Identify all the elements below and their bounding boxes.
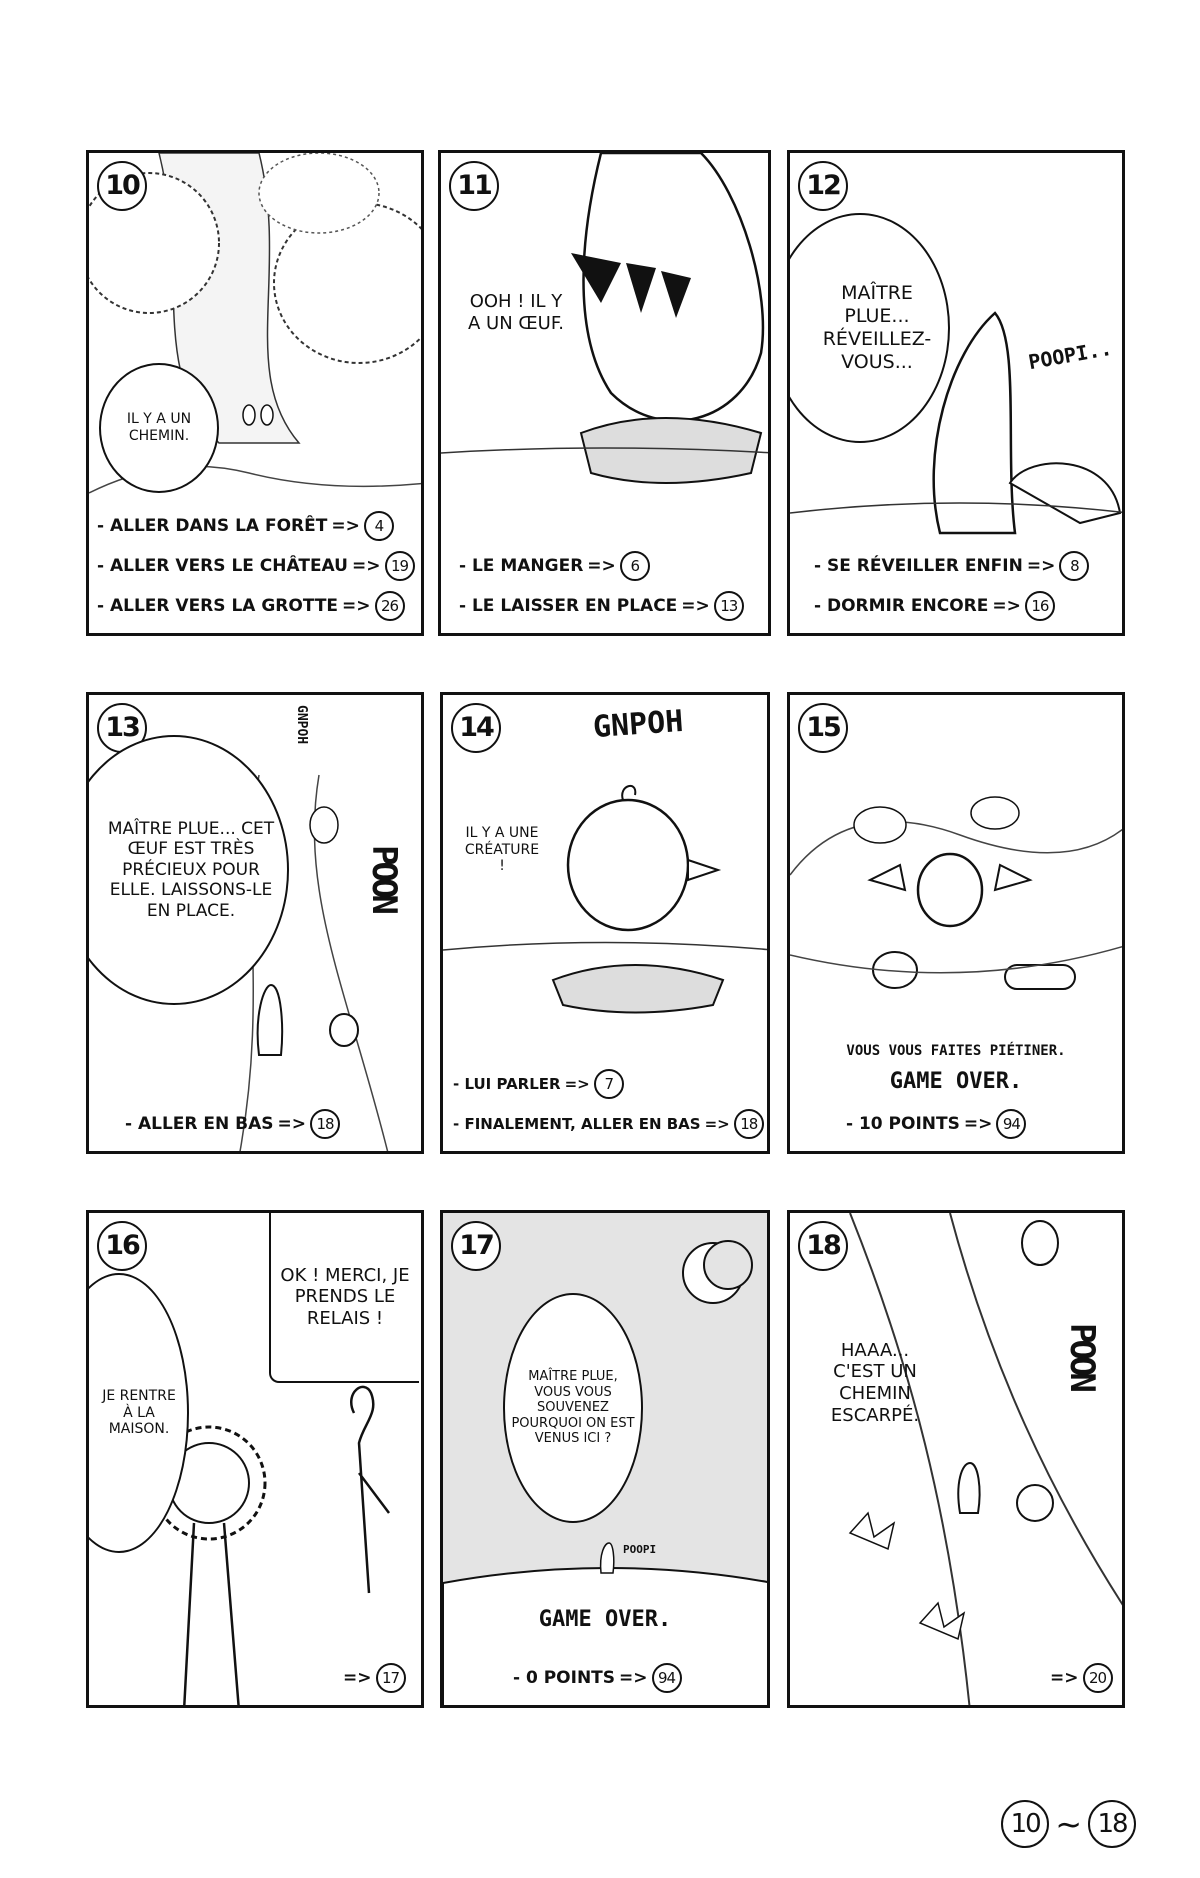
- choice-option[interactable]: [97, 551, 421, 581]
- target-number: 20: [1083, 1663, 1113, 1693]
- arrow-icon: =>: [681, 596, 710, 616]
- panel-14: [440, 692, 770, 1154]
- choice-option[interactable]: [459, 551, 768, 581]
- choice-option[interactable]: [339, 1663, 421, 1693]
- arrow-icon: =>: [587, 556, 616, 576]
- choice-list: [125, 1099, 421, 1139]
- panel-18: [787, 1210, 1125, 1708]
- target-number: 18: [310, 1109, 340, 1139]
- choice-label: - ALLER VERS LE CHÂTEAU: [97, 556, 348, 576]
- choice-label: - DORMIR ENCORE: [814, 596, 989, 616]
- target-number: 26: [375, 591, 405, 621]
- page-range-end: 18: [1088, 1800, 1136, 1848]
- choice-option[interactable]: [459, 591, 768, 621]
- game-over-text: GAME OVER.: [889, 1069, 1023, 1094]
- page-range: [1001, 1800, 1136, 1848]
- panel-13: [86, 692, 424, 1154]
- panel-12: [787, 150, 1125, 636]
- arrow-icon: =>: [331, 516, 360, 536]
- speech-bubble: JE RENTRE À LA MAISON.: [86, 1273, 189, 1553]
- choice-list: [814, 541, 1122, 621]
- choice-label: - LE LAISSER EN PLACE: [459, 596, 678, 616]
- choice-label: - ALLER EN BAS: [125, 1114, 274, 1134]
- panel-number: 14: [451, 703, 501, 753]
- arrow-icon: =>: [704, 1115, 730, 1133]
- target-number: 17: [376, 1663, 406, 1693]
- target-number: 7: [594, 1069, 624, 1099]
- speech-bubble: OK ! MERCI, JE PRENDS LE RELAIS !: [269, 1213, 419, 1383]
- target-number: 18: [734, 1109, 764, 1139]
- choice-list: [846, 1099, 1122, 1139]
- choice-option[interactable]: [97, 511, 421, 541]
- choice-option[interactable]: [125, 1109, 421, 1139]
- speech-bubble: IL Y A UNE CRÉATURE !: [464, 824, 540, 875]
- sfx-text: POON: [364, 845, 404, 911]
- arrow-icon: =>: [352, 556, 381, 576]
- panel-number: 17: [451, 1221, 501, 1271]
- panel-number: 11: [449, 161, 499, 211]
- choice-option[interactable]: [1046, 1663, 1122, 1693]
- panel-number: 18: [798, 1221, 848, 1271]
- choice-label: - 10 POINTS: [846, 1114, 960, 1134]
- choice-option[interactable]: [453, 1069, 767, 1099]
- arrow-icon: =>: [342, 596, 371, 616]
- arrow-icon: =>: [992, 596, 1021, 616]
- choice-list: [97, 501, 421, 621]
- panel-16: [86, 1210, 424, 1708]
- choice-option[interactable]: [513, 1663, 767, 1693]
- speech-bubble: HAAA... C'EST UN CHEMIN ESCARPÉ.: [830, 1339, 920, 1426]
- speech-bubble: MAÎTRE PLUE... RÉVEILLEZ-VOUS...: [787, 213, 950, 443]
- target-number: 13: [714, 591, 744, 621]
- choice-option[interactable]: [814, 591, 1122, 621]
- speech-bubble: IL Y A UN CHEMIN.: [99, 363, 219, 493]
- target-number: 4: [364, 511, 394, 541]
- sfx-text: GNPOH: [294, 705, 309, 745]
- target-number: 94: [996, 1109, 1026, 1139]
- game-over-text: GAME OVER.: [538, 1607, 672, 1632]
- choice-list: [339, 1653, 421, 1693]
- choice-option[interactable]: [453, 1109, 767, 1139]
- choice-label: - FINALEMENT, ALLER EN BAS: [453, 1115, 701, 1133]
- caption-text: VOUS VOUS FAITES PIÉTINER.: [846, 1043, 1066, 1059]
- choice-label: - ALLER DANS LA FORÊT: [97, 516, 328, 536]
- panel-number: 15: [798, 703, 848, 753]
- page-range-separator: ~: [1055, 1805, 1082, 1843]
- target-number: 8: [1059, 551, 1089, 581]
- panel-number: 16: [97, 1221, 147, 1271]
- panel-number: 10: [97, 161, 147, 211]
- panel-11: [438, 150, 771, 636]
- target-number: 94: [652, 1663, 682, 1693]
- sfx-text: POON: [1062, 1323, 1102, 1389]
- target-number: 19: [385, 551, 415, 581]
- choice-label: - 0 POINTS: [513, 1668, 616, 1688]
- panel-10: [86, 150, 424, 636]
- choice-option[interactable]: [97, 591, 421, 621]
- arrow-icon: =>: [1050, 1668, 1079, 1688]
- arrow-icon: =>: [343, 1668, 372, 1688]
- sfx-text: POOPI: [623, 1543, 657, 1556]
- page-range-start: 10: [1001, 1800, 1049, 1848]
- choice-list: [1046, 1653, 1122, 1693]
- choice-list: [459, 541, 768, 621]
- choice-list: [453, 1059, 767, 1139]
- speech-bubble: MAÎTRE PLUE, VOUS VOUS SOUVENEZ POURQUOI ON EST VENUS ICI ?: [503, 1293, 643, 1523]
- panel-15: [787, 692, 1125, 1154]
- arrow-icon: =>: [1026, 556, 1056, 576]
- choice-list: [513, 1653, 767, 1693]
- choice-option[interactable]: [846, 1109, 1122, 1139]
- speech-bubble: OOH ! IL Y A UN ŒUF.: [467, 291, 564, 334]
- steep-path-illustration: [790, 1213, 1125, 1708]
- choice-label: - LUI PARLER: [453, 1075, 561, 1093]
- panel-17: [440, 1210, 770, 1708]
- speech-bubble: MAÎTRE PLUE... CET ŒUF EST TRÈS PRÉCIEUX POUR ELLE. LAISSONS-LE EN PLACE.: [86, 735, 289, 1005]
- arrow-icon: =>: [619, 1668, 648, 1688]
- arrow-icon: =>: [277, 1114, 307, 1134]
- arrow-icon: =>: [564, 1075, 590, 1093]
- choice-label: - ALLER VERS LA GROTTE: [97, 596, 339, 616]
- sfx-text: GNPOH: [591, 703, 685, 746]
- choice-label: - SE RÉVEILLER ENFIN: [814, 556, 1023, 576]
- arrow-icon: =>: [963, 1114, 993, 1134]
- choice-option[interactable]: [814, 551, 1122, 581]
- sfx-text: POOPI..: [1026, 335, 1114, 375]
- target-number: 16: [1025, 591, 1055, 621]
- panel-number: 12: [798, 161, 848, 211]
- choice-label: - LE MANGER: [459, 556, 584, 576]
- panel-number: 13: [97, 703, 147, 753]
- target-number: 6: [620, 551, 650, 581]
